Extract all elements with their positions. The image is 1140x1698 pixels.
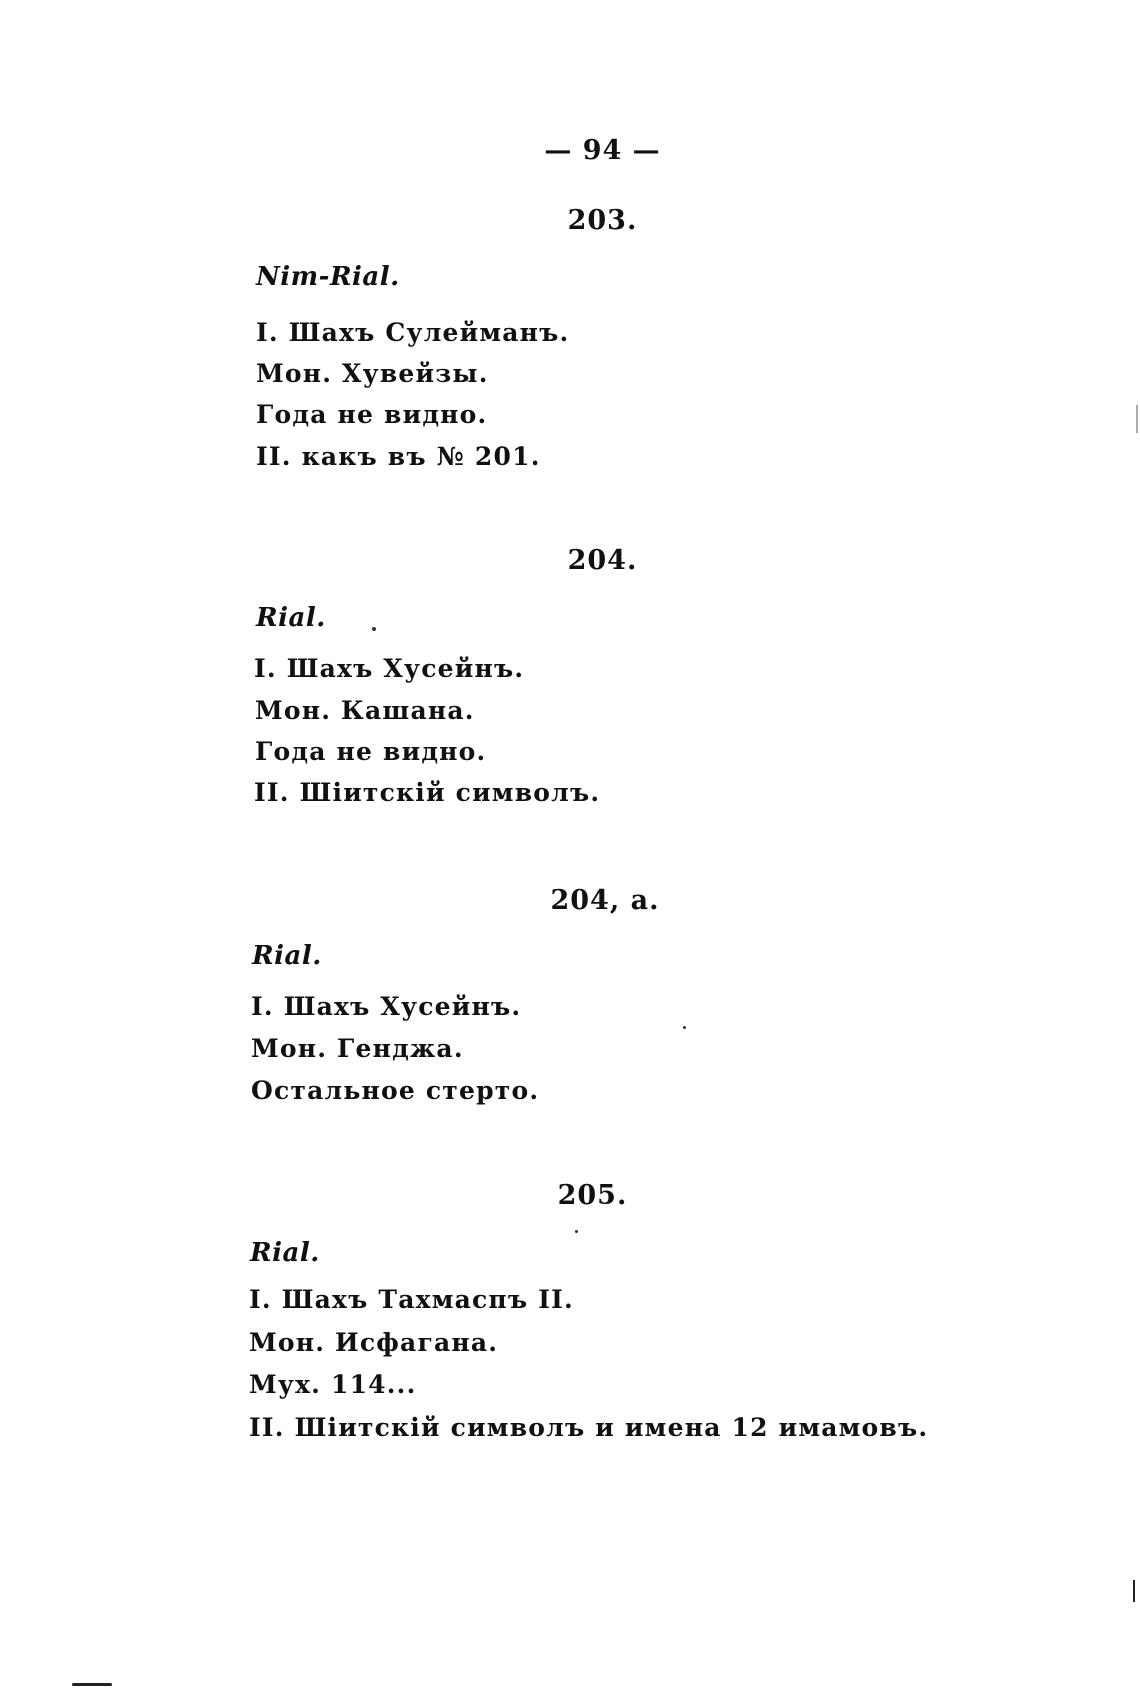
scan-speck [372,627,376,631]
entry-number: 205. [557,1180,628,1211]
entry-line: II. Шіитскій символъ. [254,778,601,807]
entry-line: II. Шіитскій символъ и имена 12 имамовъ. [249,1413,929,1442]
entry-number: 203. [567,205,638,236]
coin-name: Nim-Rial. [256,262,400,292]
entry-number: 204. [567,545,638,576]
scan-speck [575,1230,578,1233]
entry-line: Года не видно. [256,400,488,429]
entry-line: Мух. 114... [249,1370,417,1399]
coin-name: Rial. [250,1238,320,1268]
scan-edge-mark [1136,405,1138,433]
coin-name: Rial. [256,603,326,633]
entry-line: Года не видно. [255,737,487,766]
entry-line: I. Шахъ Тахмаспъ II. [249,1285,574,1314]
entry-number: 204, а. [550,885,660,916]
entry-line: Мон. Кашана. [255,696,475,725]
entry-line: Остальное стерто. [251,1076,540,1105]
entry-line: I. Шахъ Сулейманъ. [256,318,570,347]
page-number: — 94 — [544,135,661,166]
coin-name: Rial. [252,941,322,971]
entry-line: I. Шахъ Хусейнъ. [251,992,522,1021]
entry-line: Мон. Генджа. [251,1034,464,1063]
entry-line: Мон. Исфагана. [249,1328,499,1357]
entry-line: II. какъ въ № 201. [256,442,541,471]
scan-speck [683,1026,686,1029]
entry-line: Мон. Хувейзы. [256,359,489,388]
scan-edge-mark [72,1683,112,1686]
entry-line: I. Шахъ Хусейнъ. [254,654,525,683]
scan-edge-mark [1133,1580,1135,1602]
